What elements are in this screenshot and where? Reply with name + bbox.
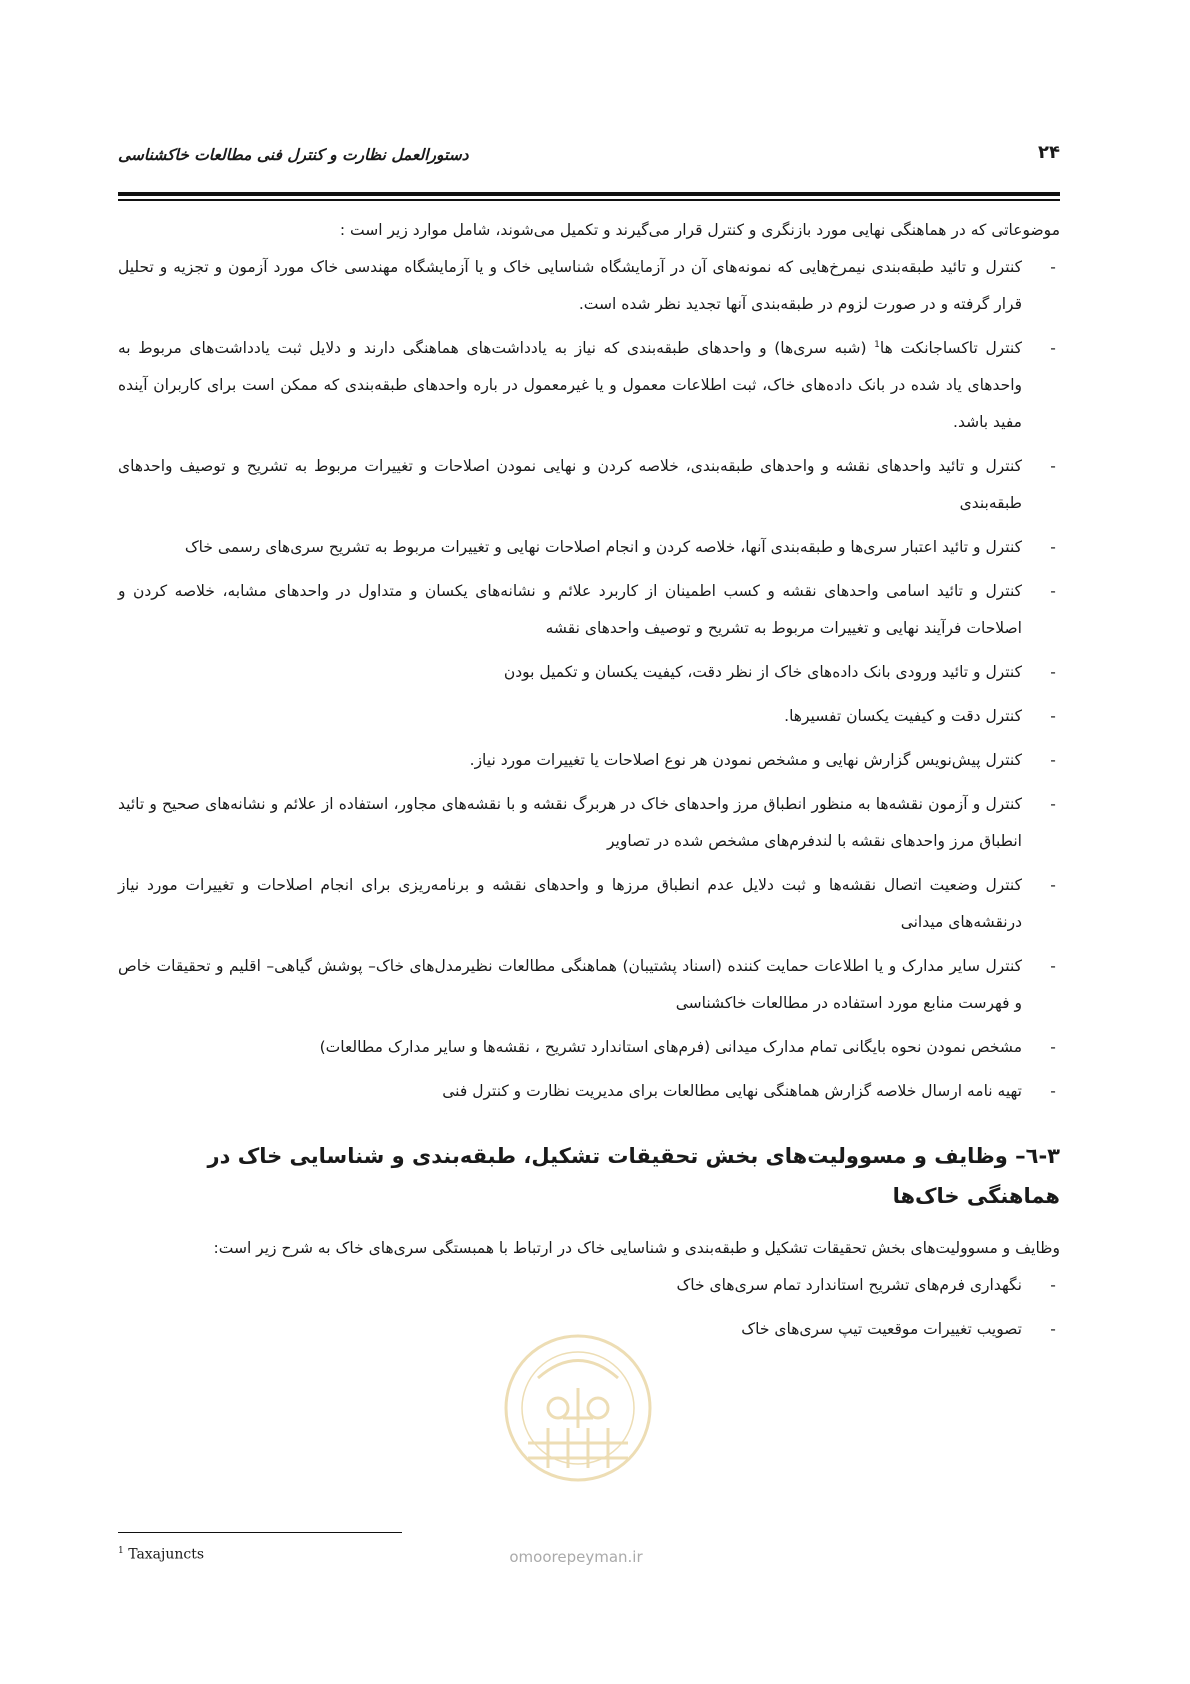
footnote-mark: 1 bbox=[118, 1546, 124, 1556]
bullet-dash: - bbox=[1050, 339, 1056, 357]
list-item-text: کنترل تاکساجانکت ها bbox=[879, 339, 1022, 357]
list-item-text: کنترل و آزمون نقشه‌ها به منظور انطباق مرز واحدهای خاک در هربرگ نقشه و با نقشه‌های مجاور، استفاده از علائم و نشانه‌های صحیح و تائید انطباق مرز واحدهای نقشه با لندفرم‌های مشخص شده در تصاویر bbox=[118, 795, 1022, 850]
bullet-dash: - bbox=[1050, 957, 1056, 975]
list-item-text: کنترل دقت و کیفیت یکسان تفسیرها. bbox=[784, 707, 1022, 725]
section-heading: ۳-٦– وظایف و مسوولیت‌های بخش تحقیقات تشکیل، طبقه‌بندی و شناسایی خاک در هماهنگی خاک‌ها bbox=[207, 1144, 1060, 1208]
bullet-dash: - bbox=[1050, 538, 1056, 556]
bullet-dash: - bbox=[1050, 457, 1056, 475]
list-item bbox=[118, 573, 1060, 647]
section-paragraph: وظایف و مسوولیت‌های بخش تحقیقات تشکیل و طبقه‌بندی و شناسایی خاک در ارتباط با همبستگی سری‌های خاک به شرح زیر است: bbox=[213, 1239, 1060, 1257]
bullet-dash: - bbox=[1050, 1082, 1056, 1100]
main-content bbox=[118, 212, 1060, 1355]
list-item bbox=[118, 330, 1060, 441]
watermark-url: omoorepeyman.ir bbox=[509, 1548, 643, 1566]
footnote bbox=[118, 1546, 204, 1563]
list-item-text: کنترل و تائید اعتبار سری‌ها و طبقه‌بندی آنها، خلاصه کردن و انجام اصلاحات نهایی و تغییرات مربوط به تشریح سری‌های رسمی خاک bbox=[184, 538, 1022, 556]
control-items-list bbox=[118, 249, 1060, 1110]
list-item bbox=[118, 1073, 1060, 1110]
list-item bbox=[118, 867, 1060, 941]
list-item-text: کنترل سایر مدارک و یا اطلاعات حمایت کننده (اسناد پشتیبان) هماهنگی مطالعات نظیرمدل‌های خاک– پوشش گیاهی– اقلیم و تحقیقات خاص و فهرست منابع مورد استفاده در مطالعات خاکشناسی bbox=[118, 957, 1022, 1012]
bullet-dash: - bbox=[1050, 1038, 1056, 1056]
bullet-dash: - bbox=[1050, 876, 1056, 894]
footnote-reference: 1 bbox=[874, 339, 880, 350]
list-item-text: مشخص نمودن نحوه بایگانی تمام مدارک میدانی (فرم‌های استاندارد تشریح ، نقشه‌ها و سایر مدارک مطالعات) bbox=[319, 1038, 1022, 1056]
bullet-dash: - bbox=[1050, 707, 1056, 725]
footnote-rule bbox=[118, 1532, 402, 1533]
bullet-dash: - bbox=[1050, 751, 1056, 769]
running-header-title: دستورالعمل نظارت و کنترل فنی مطالعات خاکشناسی bbox=[118, 145, 469, 164]
list-item bbox=[118, 742, 1060, 779]
list-item-text: نگهداری فرم‌های تشریح استاندارد تمام سری‌های خاک bbox=[676, 1276, 1022, 1294]
bullet-dash: - bbox=[1050, 795, 1056, 813]
list-item bbox=[118, 249, 1060, 323]
list-item-text-continued: (شبه سری‌ها) و واحدهای طبقه‌بندی که نیاز به یادداشت‌های هماهنگی دارند و دلایل ثبت یادداشت‌های مربوط به واحدهای یاد شده در بانک داده‌های خاک، ثبت اطلاعات معمول و یا غیرمعمول در باره واحدهای طبقه‌بندی که ممکن است برای کاربران آینده مفید باشد. bbox=[118, 339, 1022, 431]
list-item-text: تصویب تغییرات موقعیت تیپ سری‌های خاک bbox=[741, 1320, 1022, 1338]
list-item bbox=[118, 786, 1060, 860]
intro-paragraph: موضوعاتی که در هماهنگی نهایی مورد بازنگری و کنترل قرار می‌گیرند و تکمیل می‌شوند، شامل موارد زیر است : bbox=[339, 221, 1060, 239]
footnote-text: Taxajuncts bbox=[128, 1546, 205, 1563]
header-rule-thick bbox=[118, 192, 1060, 196]
list-item-text: کنترل وضعیت اتصال نقشه‌ها و ثبت دلایل عدم انطباق مرزها و واحدهای نقشه و برنامه‌ریزی برای انجام اصلاحات و تغییرات مورد نیاز درنقشه‌های میدانی bbox=[118, 876, 1022, 931]
page-number: ۲۴ bbox=[1038, 142, 1060, 163]
list-item bbox=[118, 654, 1060, 691]
list-item-text: کنترل و تائید طبقه‌بندی نیمرخ‌هایی که نمونه‌های آن در آزمایشگاه شناسایی خاک و یا آزمایشگاه مهندسی خاک مورد آزمون و تجزیه و تحلیل قرار گرفته و در صورت لزوم در طبقه‌بندی آنها تجدید نظر شده است. bbox=[118, 258, 1022, 313]
header-rule-thin bbox=[118, 199, 1060, 201]
list-item bbox=[118, 948, 1060, 1022]
list-item-text: کنترل پیش‌نویس گزارش نهایی و مشخص نمودن هر نوع اصلاحات یا تغییرات مورد نیاز. bbox=[469, 751, 1022, 769]
list-item bbox=[118, 1029, 1060, 1066]
list-item-text: کنترل و تائید ورودی بانک داده‌های خاک از نظر دقت، کیفیت یکسان و تکمیل بودن bbox=[503, 663, 1022, 681]
list-item bbox=[118, 698, 1060, 735]
bullet-dash: - bbox=[1050, 582, 1056, 600]
bullet-dash: - bbox=[1050, 663, 1056, 681]
bullet-dash: - bbox=[1050, 1320, 1056, 1338]
list-item bbox=[118, 529, 1060, 566]
list-item bbox=[118, 448, 1060, 522]
omoorepeyman-logo-icon bbox=[488, 1318, 668, 1498]
list-item-text: کنترل و تائید واحدهای نقشه و واحدهای طبقه‌بندی، خلاصه کردن و نهایی نمودن اصلاحات و تغییرات مربوط به تشریح و توصیف واحدهای طبقه‌بندی bbox=[118, 457, 1022, 512]
bullet-dash: - bbox=[1050, 1276, 1056, 1294]
list-item bbox=[118, 1267, 1060, 1304]
list-item-text: کنترل و تائید اسامی واحدهای نقشه و کسب اطمینان از کاربرد علائم و نشانه‌های یکسان و متداول در واحدهای مشابه، خلاصه کردن و اصلاحات فرآیند نهایی و تغییرات مربوط به تشریح و توصیف واحدهای نقشه bbox=[118, 582, 1022, 637]
list-item-text: تهیه نامه ارسال خلاصه گزارش هماهنگی نهایی مطالعات برای مدیریت نظارت و کنترل فنی bbox=[442, 1082, 1022, 1100]
bullet-dash: - bbox=[1050, 258, 1056, 276]
